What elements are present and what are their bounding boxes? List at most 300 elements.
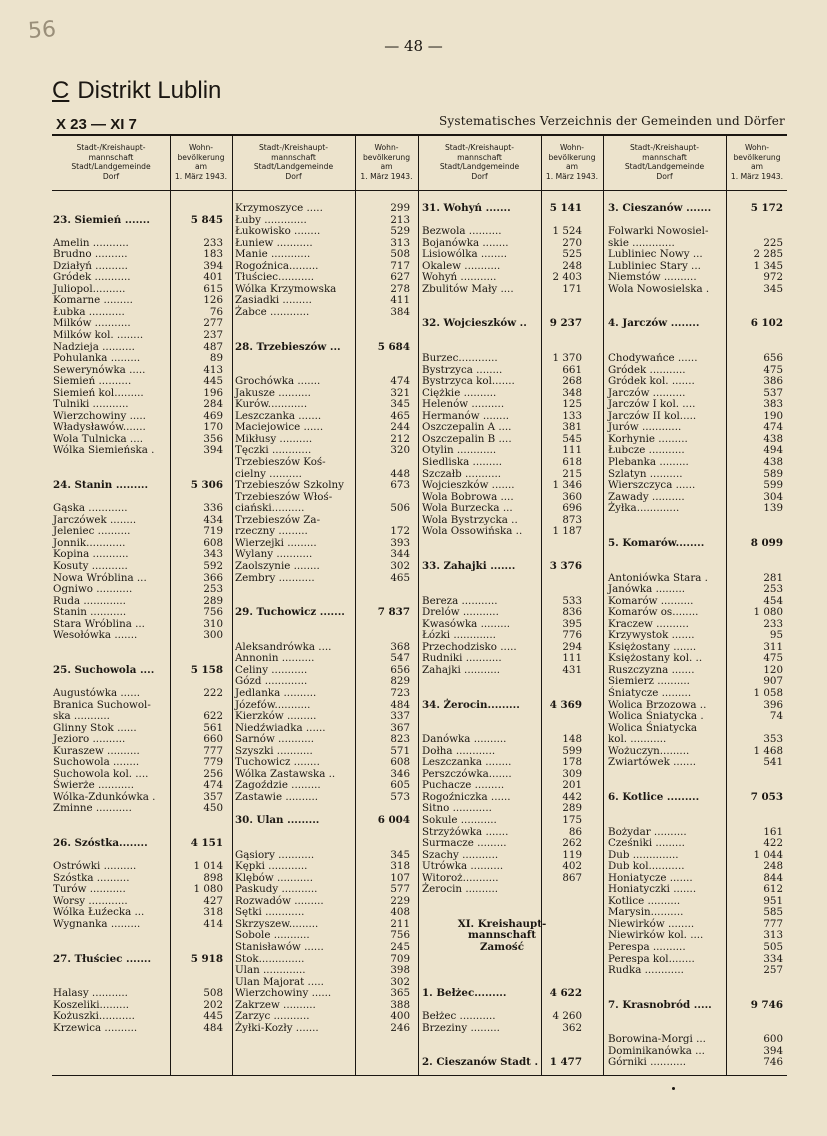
place-name: Oszczepalin B ....: [422, 432, 512, 445]
population-value: 474: [390, 375, 410, 388]
place-name: 25. Suchowola ....: [53, 663, 155, 676]
place-row: [422, 480, 582, 492]
population-value: 545: [562, 432, 582, 445]
place-name: Wola Tulnicka ....: [53, 432, 144, 445]
place-row: [53, 249, 223, 261]
place-name: Honiatycze .......: [608, 871, 693, 884]
population-value: 746: [763, 1056, 783, 1069]
place-name: Łukowisko ........: [235, 225, 321, 238]
population-value: 454: [763, 594, 783, 607]
place-name: Sitno ............: [422, 802, 492, 815]
place-name: Surmacze .........: [422, 837, 507, 850]
population-value: 723: [390, 686, 410, 699]
place-name: Niemstów ..........: [608, 271, 697, 284]
place-name: Władysławów.......: [53, 421, 146, 434]
place-row: [608, 480, 783, 492]
place-name: 28. Trzebieszów ...: [235, 340, 341, 353]
spacer-row: [235, 619, 410, 631]
population-value: 344: [390, 548, 410, 561]
population-value: 170: [203, 421, 223, 434]
place-name: Rogoźniczka ......: [422, 790, 511, 803]
spacer-row: [422, 295, 582, 307]
place-name: Józefów...........: [235, 698, 311, 711]
population-value: 422: [763, 837, 783, 850]
population-value: 215: [562, 467, 582, 480]
place-row: [235, 792, 410, 804]
population-value: 777: [763, 917, 783, 930]
place-name: Perespa ..........: [608, 941, 686, 953]
population-value: 547: [390, 652, 410, 665]
place-name: Cześniki .........: [608, 837, 685, 850]
place-name: Drelów ...........: [422, 606, 499, 619]
header-population: Wohn- bevölkerung am 1. März 1943.: [545, 143, 599, 181]
population-value: 618: [562, 456, 582, 469]
page-number: — 48 —: [384, 37, 443, 55]
place-name: Branica Suchowol-: [53, 698, 151, 711]
place-name: Bystrzyca ........: [422, 363, 503, 376]
population-value: 245: [390, 941, 410, 953]
place-name: Wólka Zastawska ..: [235, 767, 336, 780]
spacer-row: [608, 295, 783, 307]
place-name: Przechodzisko .....: [422, 640, 517, 653]
place-name: Bezwola ..........: [422, 225, 502, 238]
population-value: 431: [562, 663, 582, 676]
place-name: Niedźwiadka ......: [235, 721, 326, 734]
population-value: 366: [203, 571, 223, 584]
place-name: Żyłki-Kozły .......: [235, 1021, 319, 1034]
place-name: Witoroż...........: [422, 871, 499, 884]
place-name: Stok..............: [235, 952, 305, 965]
population-value: 4 260: [552, 1010, 582, 1023]
population-value: 262: [562, 837, 582, 850]
population-value: 7 053: [750, 790, 783, 803]
population-value: 533: [562, 594, 582, 607]
place-row: [422, 607, 582, 619]
place-name: Zarzyc ...........: [235, 1010, 310, 1023]
place-name: Łózki .............: [422, 629, 496, 642]
place-name: Bojanówka ........: [422, 236, 509, 249]
place-row: [608, 757, 783, 769]
population-value: 393: [390, 536, 410, 549]
place-name: Nadzieja ..........: [53, 340, 135, 353]
header-population: Wohn- bevölkerung am 1. März 1943.: [730, 143, 784, 181]
population-value: 211: [390, 917, 410, 930]
population-value: 253: [763, 583, 783, 596]
commune-header-row: [235, 815, 410, 827]
place-row: [422, 226, 582, 238]
place-row: [608, 688, 783, 700]
place-row: [422, 734, 582, 746]
spacer-row: [422, 676, 582, 688]
population-value: 561: [203, 721, 223, 734]
place-name: Wesołówka .......: [53, 629, 138, 642]
population-value: 1 187: [552, 525, 582, 538]
population-value: 438: [763, 456, 783, 469]
place-row: [235, 307, 410, 319]
population-value: 434: [203, 513, 223, 526]
place-name: 1. Bełżec.........: [422, 987, 507, 1000]
population-value: 577: [390, 883, 410, 896]
commune-header-row: [53, 665, 223, 677]
population-value: 1 080: [193, 883, 223, 896]
place-name: Dominikanówka ...: [608, 1044, 705, 1057]
population-value: 600: [763, 1033, 783, 1046]
spacer-row: [608, 549, 783, 561]
population-value: 487: [203, 340, 223, 353]
population-value: 248: [763, 860, 783, 873]
place-name: Dub kol...........: [608, 860, 685, 873]
place-row: [608, 607, 783, 619]
header-place-name: Stadt-/Kreishaupt- mannschaft Stadt/Landgemeinde Dorf: [253, 143, 334, 181]
place-name: Milków ...........: [53, 317, 131, 330]
spacer-row: [422, 711, 582, 723]
population-value: 608: [203, 536, 223, 549]
population-value: 337: [390, 710, 410, 723]
population-value: 484: [390, 698, 410, 711]
population-value: 294: [562, 640, 582, 653]
spacer-row: [608, 561, 783, 573]
place-name: 23. Siemień .......: [53, 213, 150, 226]
spacer-row: [53, 642, 223, 654]
population-value: 9 237: [549, 317, 582, 330]
population-value: 125: [562, 398, 582, 411]
place-name: Bereza ...........: [422, 594, 498, 607]
population-value: 248: [562, 259, 582, 272]
population-value: 599: [763, 479, 783, 492]
table-column: [608, 203, 783, 1069]
place-name: Zastawie ..........: [235, 790, 319, 803]
commune-header-row: [422, 203, 582, 215]
place-row: [608, 838, 783, 850]
commune-header-row: [53, 954, 223, 966]
spacer-row: [608, 977, 783, 989]
place-name: Leszczanka .......: [235, 409, 322, 422]
place-name: Zawady ..........: [608, 490, 685, 503]
population-value: 465: [390, 409, 410, 422]
population-value: 5 306: [190, 479, 223, 492]
spacer-row: [53, 457, 223, 469]
place-name: Korhynie .........: [608, 432, 688, 445]
population-value: 284: [203, 398, 223, 411]
population-value: 95: [769, 629, 783, 642]
place-name: Ulan Majorat .....: [235, 975, 324, 988]
population-value: 345: [390, 848, 410, 861]
commune-header-row: [235, 607, 410, 619]
population-value: 779: [203, 756, 223, 769]
place-name: Halasy ...........: [53, 987, 128, 1000]
place-name: Wojcieszków .......: [422, 479, 515, 492]
place-name: Kotlice ..........: [608, 894, 681, 907]
place-name: Wola Burzecka ...: [422, 502, 513, 515]
spacer-row: [53, 203, 223, 215]
population-value: 661: [562, 363, 582, 376]
place-name: Szyszki ...........: [235, 744, 313, 757]
place-name: Wola Bobrowa ....: [422, 490, 514, 503]
spacer-row: [53, 942, 223, 954]
place-row: [608, 942, 783, 954]
population-value: 696: [562, 502, 582, 515]
place-name: Augustówka ......: [53, 686, 141, 699]
population-value: 5 141: [549, 202, 582, 214]
place-name: Mikłusy ..........: [235, 432, 313, 445]
population-value: 1 345: [753, 259, 783, 272]
population-value: 1 346: [552, 479, 582, 492]
spacer-row: [235, 827, 410, 839]
district-letter: C: [52, 77, 70, 104]
place-name: Łuniew ...........: [235, 236, 313, 249]
population-value: 268: [562, 375, 582, 388]
population-value: 465: [390, 571, 410, 584]
commune-header-row: [422, 700, 582, 712]
place-name: Siemień ..........: [53, 375, 132, 388]
place-row: [235, 573, 410, 585]
population-value: 302: [390, 975, 410, 988]
population-value: 381: [562, 421, 582, 434]
header-population: Wohn- bevölkerung am 1. März 1943.: [360, 143, 413, 181]
population-value: 318: [390, 860, 410, 873]
ink-dot: [672, 1087, 675, 1090]
place-name: Krzywystok .......: [608, 629, 695, 642]
place-row: [235, 965, 410, 977]
place-name: Danówka ..........: [422, 733, 507, 746]
population-value: 213: [390, 213, 410, 226]
population-value: 1 080: [753, 606, 783, 619]
population-value: 622: [203, 710, 223, 723]
place-name: 34. Żerocin.........: [422, 698, 520, 711]
place-row: [53, 803, 223, 815]
place-name: Gródek kol. .......: [608, 375, 695, 388]
place-name: Bożydar ..........: [608, 825, 687, 838]
place-name: Zamość: [479, 941, 525, 953]
place-name: Stara Wróblina ...: [53, 617, 145, 630]
place-name: Leszczanka ........: [422, 756, 512, 769]
place-row: [53, 353, 223, 365]
place-name: Wierzejki .........: [235, 536, 317, 549]
population-value: 367: [390, 721, 410, 734]
place-name: Trzebieszów Włoś-: [235, 490, 333, 503]
population-value: 120: [763, 663, 783, 676]
population-value: 394: [203, 444, 223, 457]
population-value: 4 369: [549, 698, 582, 711]
population-value: 1 044: [753, 848, 783, 861]
population-value: 384: [390, 305, 410, 318]
place-name: Szachy ...........: [422, 848, 499, 861]
place-name: Ogniwo ...........: [53, 583, 133, 596]
place-name: Świerże ...........: [53, 779, 134, 792]
population-value: 309: [562, 767, 582, 780]
population-value: 357: [203, 790, 223, 803]
place-row: [608, 861, 783, 873]
place-row: [422, 838, 582, 850]
population-value: 302: [390, 559, 410, 572]
column-divider: [603, 134, 604, 1076]
place-name: Żyłka.............: [608, 502, 680, 515]
commune-header-row: [608, 203, 783, 215]
place-name: Komarów ..........: [608, 594, 694, 607]
population-value: 656: [390, 663, 410, 676]
place-name: Maciejowice ......: [235, 421, 324, 434]
place-name: Nowa Wróblina ...: [53, 571, 147, 584]
place-name: Burzec............: [422, 352, 498, 365]
population-value: 836: [562, 606, 582, 619]
place-name: Honiatyczki .......: [608, 883, 697, 896]
population-value: 172: [390, 525, 410, 538]
population-value: 383: [763, 398, 783, 411]
place-name: 27. Tłuściec .......: [53, 952, 152, 965]
place-name: Koszeliki.........: [53, 998, 129, 1011]
place-name: Glinny Stok ......: [53, 721, 137, 734]
population-value: 360: [562, 490, 582, 503]
place-name: mannschaft: [468, 929, 536, 942]
place-name: Juliopol..........: [53, 282, 126, 295]
place-name: Wohyń ...........: [422, 271, 497, 284]
population-value: 445: [203, 1010, 223, 1023]
place-name: Sarnów ...........: [235, 733, 315, 746]
place-name: Amelin ...........: [53, 236, 129, 249]
population-value: 196: [203, 386, 223, 399]
place-name: Niewirków ........: [608, 917, 695, 930]
place-name: Trzebieszów Koś-: [235, 456, 326, 469]
population-value: 1 468: [753, 744, 783, 757]
place-name: Jarczów II kol.....: [608, 409, 697, 422]
place-name: Wola Bystrzycka ..: [422, 513, 518, 526]
population-value: 442: [562, 790, 582, 803]
place-name: Ostrówki ..........: [53, 860, 137, 873]
spacer-row: [422, 538, 582, 550]
place-name: XI. Kreishaupt-: [457, 917, 547, 930]
population-value: 175: [562, 813, 582, 826]
place-name: Hermanów ........: [422, 409, 510, 422]
place-row: [235, 711, 410, 723]
population-value: 898: [203, 871, 223, 884]
place-row: [608, 457, 783, 469]
place-name: Manie ............: [235, 248, 311, 261]
population-value: 300: [203, 629, 223, 642]
population-value: 5 918: [190, 952, 223, 965]
place-row: [235, 688, 410, 700]
place-name: Jurów ............: [608, 421, 682, 434]
population-value: 356: [203, 432, 223, 445]
population-value: 1 477: [549, 1056, 582, 1069]
place-name: Wola Nowosielska .: [608, 282, 710, 295]
place-name: Gąska ............: [53, 502, 128, 515]
place-name: Tulniki ...........: [53, 398, 129, 411]
spacer-row: [608, 330, 783, 342]
population-value: 537: [763, 386, 783, 399]
place-name: Ulan .............: [235, 964, 306, 977]
header-place-name: Stadt-/Kreishaupt- mannschaft Stadt/Landgemeinde Dorf: [439, 143, 520, 181]
place-name: Kopina ...........: [53, 548, 129, 561]
place-name: Marysin..........: [608, 906, 684, 919]
place-name: Wygnanka .........: [53, 917, 141, 930]
place-name: Kraczew ..........: [608, 617, 689, 630]
population-value: 400: [390, 1010, 410, 1023]
place-row: [235, 942, 410, 954]
population-value: 343: [203, 548, 223, 561]
place-row: [422, 457, 582, 469]
place-name: Worsy ............: [53, 894, 128, 907]
population-value: 508: [390, 248, 410, 261]
place-name: 31. Wohyń .......: [422, 202, 511, 214]
population-value: 388: [390, 998, 410, 1011]
place-name: Zaolszynie ........: [235, 559, 320, 572]
place-row: [53, 919, 223, 931]
place-name: Kwasówka .........: [422, 617, 511, 630]
place-name: Zakrzew ..........: [235, 998, 316, 1011]
place-name: Tęczki ............: [235, 444, 312, 457]
place-row: [53, 688, 223, 700]
population-value: 414: [203, 917, 223, 930]
place-row: [235, 480, 410, 492]
place-row: [53, 1023, 223, 1035]
spacer-row: [608, 1011, 783, 1023]
population-value: 709: [390, 952, 410, 965]
place-name: Paskudy ...........: [235, 883, 318, 896]
commune-header-row: [608, 538, 783, 550]
place-name: Siemień kol.........: [53, 386, 144, 399]
population-value: 448: [390, 467, 410, 480]
place-name: Turów ...........: [53, 883, 126, 896]
place-name: 33. Zahajki .......: [422, 559, 516, 572]
population-value: 190: [763, 409, 783, 422]
place-name: Klębów ...........: [235, 871, 313, 884]
pencil-mark: 56: [27, 17, 57, 44]
population-value: 394: [763, 1044, 783, 1057]
place-name: Stanin ...........: [53, 606, 127, 619]
place-name: Trzebieszów Za-: [235, 513, 321, 526]
place-name: Bystrzyca kol.......: [422, 375, 515, 388]
population-value: 281: [763, 571, 783, 584]
place-name: Łuby .............: [235, 213, 307, 226]
place-name: 7. Krasnobród .....: [608, 998, 712, 1011]
population-value: 76: [209, 305, 223, 318]
place-name: rzeczny .........: [235, 525, 308, 538]
population-value: 233: [203, 236, 223, 249]
place-row: [53, 711, 223, 723]
population-value: 313: [390, 236, 410, 249]
table-column: [53, 203, 223, 1034]
place-name: Jonnik............: [53, 536, 126, 549]
place-name: Zbulitów Mały ....: [422, 282, 514, 295]
place-row: [235, 203, 410, 215]
commune-header-row: [422, 561, 582, 573]
place-row: [608, 711, 783, 723]
population-value: 161: [763, 825, 783, 838]
header-place-name: Stadt-/Kreishaupt- mannschaft Stadt/Landgemeinde Dorf: [624, 143, 705, 181]
population-value: 823: [390, 733, 410, 746]
population-value: 395: [562, 617, 582, 630]
place-name: Suchowola ........: [53, 756, 140, 769]
population-value: 89: [209, 352, 223, 365]
table-bottom-rule: [52, 1075, 787, 1076]
population-value: 413: [203, 363, 223, 376]
place-row: [235, 457, 410, 469]
spacer-row: [53, 815, 223, 827]
place-name: Ruszczyzna .......: [608, 663, 695, 676]
population-value: 6 102: [750, 317, 783, 330]
population-value: 438: [763, 432, 783, 445]
spacer-row: [235, 838, 410, 850]
population-value: 346: [390, 767, 410, 780]
commune-header-row: [608, 792, 783, 804]
place-name: Górniki ...........: [608, 1056, 687, 1069]
population-value: 719: [203, 525, 223, 538]
place-row: [53, 445, 223, 457]
population-value: 615: [203, 282, 223, 295]
population-value: 450: [203, 802, 223, 815]
page-subtitle: Systematisches Verzeichnis der Gemeinden und Dörfer: [438, 114, 785, 128]
population-value: 86: [568, 825, 582, 838]
